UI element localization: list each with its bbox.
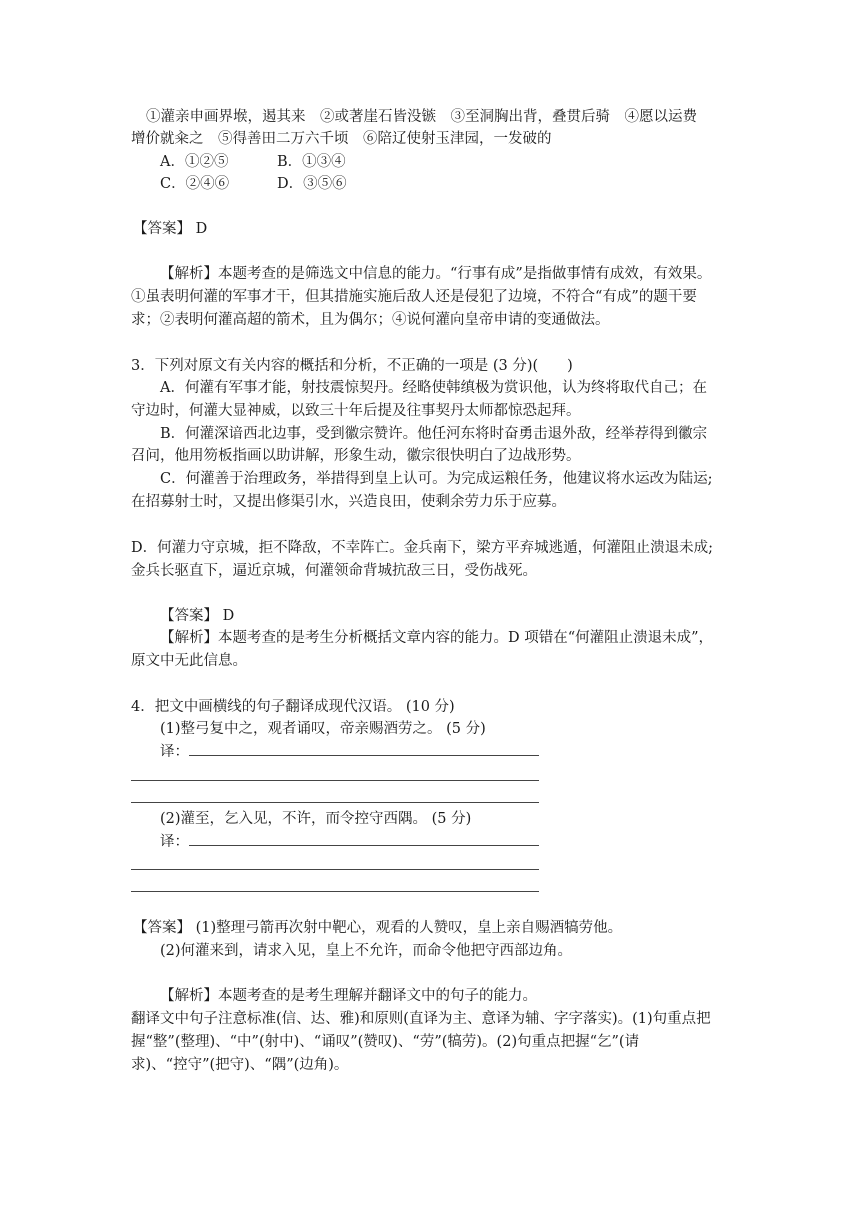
q2-options-line2: 增价就籴之 ⑤得善田二万六千顷 ⑥陪辽使射玉津园，一发破的	[131, 131, 552, 147]
q2-analysis-line3: 求；②表明何灌高超的箭术，且为偶尔；④说何灌向皇帝申请的变通做法。	[131, 312, 610, 328]
translate-label: 译：	[160, 834, 189, 850]
answer-blank[interactable]	[189, 743, 539, 756]
q4-question: 4．把文中画横线的句子翻译成现代汉语。 (10 分)	[131, 699, 455, 715]
q4-answer-line1: 【答案】 (1)整理弓箭再次射中靶心，观看的人赞叹，皇上亲自赐酒犒劳他。	[133, 920, 623, 936]
answer-blank-line[interactable]	[131, 802, 539, 803]
q3-option-c-line2: 在招募射士时，又提出修渠引水，兴造良田，使剩余劳力乐于应募。	[131, 494, 566, 510]
q2-analysis-line1: 【解析】本题考查的是筛选文中信息的能力。“行事有成”是指做事情有成效，有效果。	[160, 266, 712, 282]
q3-option-c-line1: C．何灌善于治理政务，举措得到皇上认可。为完成运粮任务，他建议将水运改为陆运;	[160, 471, 713, 487]
q2-analysis-line2: ①虽表明何灌的军事才干，但其措施实施后敌人还是侵犯了边境，不符合“有成”的题干要	[131, 289, 697, 305]
answer-blank[interactable]	[189, 833, 539, 846]
q2-choice-d: D．③⑤⑥	[277, 176, 347, 192]
q4-sentence-2: (2)灌至，乞入见，不许，而令控守西隅。 (5 分)	[160, 811, 472, 827]
q3-answer: 【答案】 D	[160, 608, 235, 624]
q3-analysis-line1: 【解析】本题考查的是考生分析概括文章内容的能力。D 项错在“何灌阻止溃退未成”，	[160, 630, 714, 646]
q4-sentence-1: (1)整弓复中之，观者诵叹，帝亲赐酒劳之。 (5 分)	[160, 721, 486, 737]
q3-option-b-line2: 召问，他用笏板指画以助讲解，形象生动，徽宗很快明白了边战形势。	[131, 448, 581, 464]
q4-translate-row-2	[160, 832, 539, 852]
q4-analysis-line1: 【解析】本题考查的是考生理解并翻译文中的句子的能力。	[160, 988, 537, 1004]
translate-label: 译：	[160, 744, 189, 760]
answer-blank-line[interactable]	[131, 869, 539, 870]
q3-option-a-line2: 守边时，何灌大显神威，以致三十年后提及往事契丹太师都惊恐起拜。	[131, 403, 581, 419]
answer-blank-line[interactable]	[131, 891, 539, 892]
q3-question: 3．下列对原文有关内容的概括和分析，不正确的一项是 (3 分)( )	[131, 358, 573, 374]
q3-option-d-line2: 金兵长驱直下，逼近京城，何灌领命背城抗敌三日，受伤战死。	[131, 563, 537, 579]
q4-analysis-line4: 求)、“控守”(把守)、“隅”(边角)。	[131, 1057, 349, 1073]
q4-answer-line2: (2)何灌来到，请求入见，皇上不允许，而命令他把守西部边角。	[160, 943, 573, 959]
q3-option-a-line1: A．何灌有军事才能，射技震惊契丹。经略使韩缜极为赏识他，认为终将取代自己；在	[160, 380, 707, 396]
q4-analysis-line2: 翻译文中句子注意标准(信、达、雅)和原则(直译为主、意译为辅、字字落实)。(1)句重点把	[131, 1011, 711, 1027]
q2-choice-a: A．①②⑤	[160, 154, 229, 170]
q2-choice-c: C．②④⑥	[160, 176, 230, 192]
q4-analysis-line3: 握“整”(整理)、“中”(射中)、“诵叹”(赞叹)、“劳”(犒劳)。(2)句重点把握“乞”(请	[131, 1034, 640, 1050]
q2-choice-b: B．①③④	[277, 154, 346, 170]
q3-option-d-line1: D．何灌力守京城，拒不降敌，不幸阵亡。金兵南下，梁方平弃城逃遁，何灌阻止溃退未成;	[131, 540, 714, 556]
q3-analysis-line2: 原文中无此信息。	[131, 653, 247, 669]
q4-translate-row-1	[160, 742, 539, 762]
q2-options-line1: ①灌亲申画界堠，遏其来 ②或著崖石皆没镞 ③至洞胸出背，叠贯后骑 ④愿以运费	[146, 109, 697, 125]
q2-answer: 【答案】 D	[133, 221, 208, 237]
answer-blank-line[interactable]	[131, 780, 539, 781]
q3-option-b-line1: B．何灌深谙西北边事，受到徽宗赞许。他任河东将时奋勇击退外敌，经举荐得到徽宗	[160, 426, 708, 442]
